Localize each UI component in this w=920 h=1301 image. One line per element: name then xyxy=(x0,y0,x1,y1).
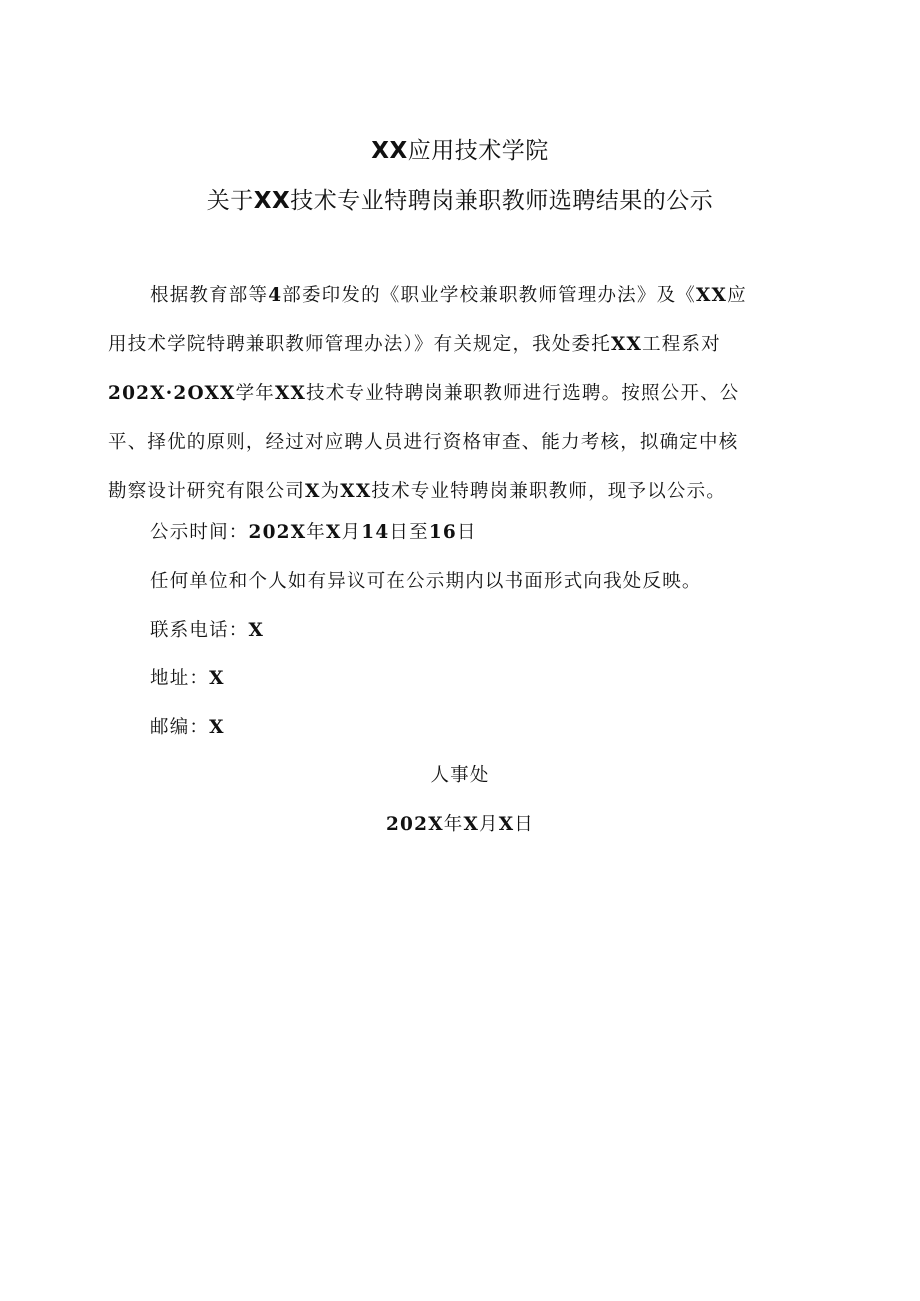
date-day-end: 16 xyxy=(428,522,457,543)
paragraph-text: 技术专业特聘岗兼职教师，现予以公示。 xyxy=(371,481,726,502)
date-unit: 日至 xyxy=(389,522,429,543)
document-title-institution xyxy=(0,136,920,166)
publicity-period-label: 公示时间： xyxy=(150,522,249,543)
contact-phone xyxy=(150,616,264,646)
date-unit: 月 xyxy=(341,522,362,543)
paragraph-academic-year: 202X·2OXX xyxy=(108,383,236,404)
paragraph-number: 4 xyxy=(268,285,283,306)
date-day: X xyxy=(498,814,515,835)
title-subject-text: 技术专业特聘岗兼职教师选聘结果的公示 xyxy=(290,188,714,214)
date-year: 202X xyxy=(385,814,444,835)
contact-address xyxy=(150,664,225,694)
paragraph-line xyxy=(108,473,726,510)
date-unit: 日 xyxy=(456,522,477,543)
paragraph-code: XX xyxy=(610,334,643,355)
date-unit: 年 xyxy=(306,522,326,543)
date-unit: 月 xyxy=(479,814,499,835)
paragraph-text: 根据教育部等 xyxy=(150,285,269,306)
date-day-start: 14 xyxy=(361,522,390,543)
paragraph-text: 勘察设计研究有限公司 xyxy=(108,481,306,502)
paragraph-line xyxy=(108,326,721,363)
title-institution-name: 应用技术学院 xyxy=(407,138,549,164)
contact-postcode-value: X xyxy=(209,717,225,738)
paragraph-line xyxy=(108,375,740,412)
paragraph-text: 部委印发的《职业学校兼职教师管理办法》及《 xyxy=(282,285,696,306)
paragraph-code: XX xyxy=(695,285,728,306)
contact-phone-value: X xyxy=(248,620,265,641)
paragraph-text: 工程系对 xyxy=(642,334,721,355)
date-month: X xyxy=(326,522,342,543)
publicity-period xyxy=(150,518,477,548)
title-code: XX xyxy=(371,138,408,164)
paragraph-text: 技术专业特聘岗兼职教师进行选聘。按照公开、公 xyxy=(306,383,740,404)
paragraph-code: XX xyxy=(340,481,372,502)
paragraph-text: 为 xyxy=(320,481,341,502)
paragraph-line xyxy=(150,277,747,314)
objection-notice: 任何单位和个人如有异议可在公示期内以书面形式向我处反映。 xyxy=(150,571,702,592)
signature-department: 人事处 xyxy=(430,765,490,786)
contact-address-label: 地址： xyxy=(150,668,210,689)
paragraph-code: XX xyxy=(275,383,307,404)
title-prefix: 关于 xyxy=(206,188,254,214)
contact-phone-label: 联系电话： xyxy=(150,620,249,641)
paragraph-text: 平、择优的原则，经过对应聘人员进行资格审查、能力考核，拟确定中核 xyxy=(108,432,739,453)
paragraph-text: 应 xyxy=(727,285,747,306)
paragraph-code: X xyxy=(305,481,321,502)
date-unit: 年 xyxy=(443,814,464,835)
signature-date xyxy=(0,810,920,840)
contact-postcode-label: 邮编： xyxy=(150,717,210,738)
date-year: 202X xyxy=(248,522,307,543)
paragraph-text: 用技术学院特聘兼职教师管理办法）》有关规定，我处委托 xyxy=(108,334,611,355)
title-code: XX xyxy=(253,188,291,214)
paragraph-text: 学年 xyxy=(235,383,275,404)
contact-postcode xyxy=(150,713,225,743)
date-month: X xyxy=(463,814,480,835)
date-unit: 日 xyxy=(514,814,534,835)
paragraph-line xyxy=(108,424,738,461)
contact-address-value: X xyxy=(209,668,225,689)
document-title-subject xyxy=(0,186,920,216)
